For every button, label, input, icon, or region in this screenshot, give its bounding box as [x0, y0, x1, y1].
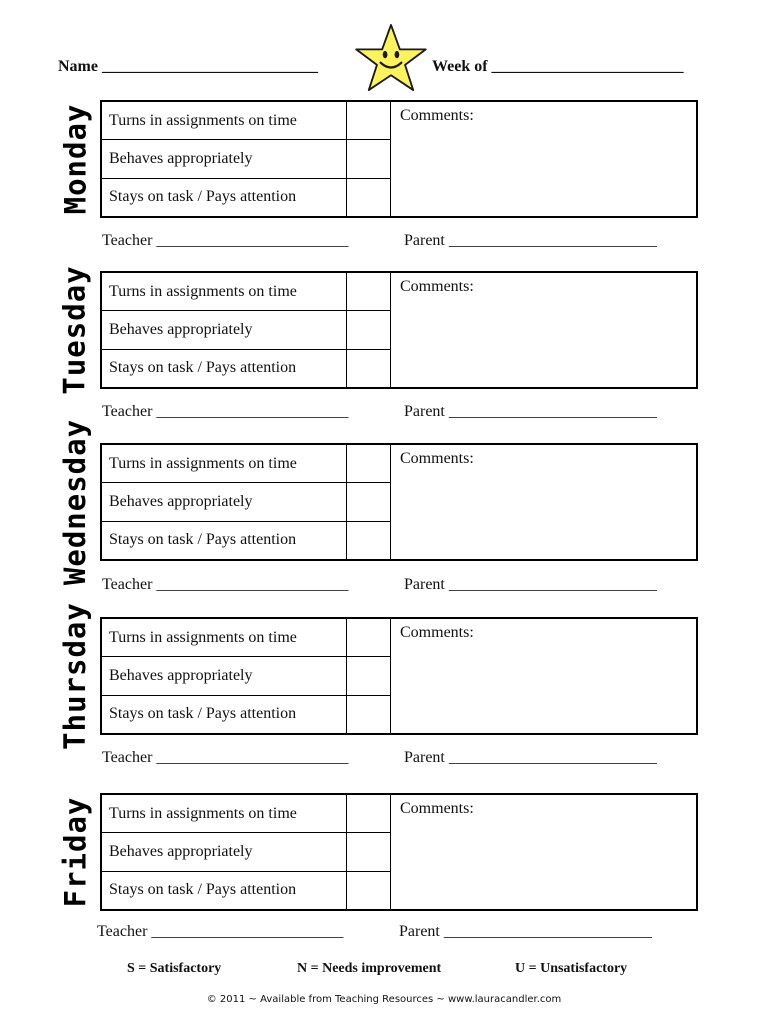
criterion-label: Stays on task / Pays attention [102, 522, 347, 559]
smiling-star-icon [352, 22, 430, 96]
legend-unsatisfactory: U = Unsatisfactory [515, 961, 628, 976]
day-label-friday: Friday [58, 796, 93, 908]
comments-label: Comments: [400, 107, 474, 124]
teacher-signature-line[interactable]: Teacher ________________________ [102, 232, 349, 249]
parent-signature-line[interactable]: Parent __________________________ [404, 749, 657, 766]
comments-box[interactable] [390, 445, 696, 559]
rating-box[interactable] [347, 619, 390, 656]
day-label-wednesday: Wednesday [58, 418, 93, 586]
criterion-label: Behaves appropriately [102, 657, 347, 694]
parent-signature-line[interactable]: Parent __________________________ [404, 403, 657, 420]
criterion-label: Behaves appropriately [102, 311, 347, 348]
parent-signature-line[interactable]: Parent __________________________ [404, 576, 657, 593]
criterion-row [102, 795, 390, 833]
comments-box[interactable] [390, 795, 696, 909]
criterion-row [102, 619, 390, 657]
criterion-row [102, 273, 390, 311]
criterion-row [102, 522, 390, 559]
rating-box[interactable] [347, 311, 390, 348]
teacher-signature-line[interactable]: Teacher ________________________ [97, 923, 344, 940]
rating-box[interactable] [347, 795, 390, 832]
comments-label: Comments: [400, 624, 474, 641]
rating-box[interactable] [347, 833, 390, 870]
criterion-label: Behaves appropriately [102, 140, 347, 177]
copyright-footer: © 2011 ~ Available from Teaching Resources ~ www.lauracandler.com [206, 994, 562, 1005]
day-label-thursday: Thursday [58, 602, 92, 750]
comments-box[interactable] [390, 619, 696, 733]
rating-box[interactable] [347, 445, 390, 482]
criterion-label: Turns in assignments on time [102, 273, 347, 310]
comments-label: Comments: [400, 278, 474, 295]
criterion-label: Stays on task / Pays attention [102, 872, 347, 909]
criterion-row [102, 350, 390, 387]
legend-satisfactory: S = Satisfactory [127, 961, 222, 976]
criterion-label: Turns in assignments on time [102, 619, 347, 656]
criterion-label: Stays on task / Pays attention [102, 179, 347, 216]
criterion-row [102, 872, 390, 909]
rating-box[interactable] [347, 696, 390, 733]
criterion-label: Turns in assignments on time [102, 102, 347, 139]
criterion-label: Stays on task / Pays attention [102, 696, 347, 733]
criterion-row [102, 102, 390, 140]
comments-label: Comments: [400, 450, 474, 467]
comments-box[interactable] [390, 102, 696, 216]
rating-box[interactable] [347, 140, 390, 177]
teacher-signature-line[interactable]: Teacher ________________________ [102, 749, 349, 766]
rating-box[interactable] [347, 102, 390, 139]
rating-box[interactable] [347, 350, 390, 387]
criterion-row [102, 179, 390, 216]
criterion-row [102, 696, 390, 733]
criterion-row [102, 833, 390, 871]
comments-label: Comments: [400, 800, 474, 817]
parent-signature-line[interactable]: Parent __________________________ [399, 923, 652, 940]
criterion-label: Stays on task / Pays attention [102, 350, 347, 387]
teacher-signature-line[interactable]: Teacher ________________________ [102, 403, 349, 420]
day-card-monday [100, 100, 698, 218]
rating-box[interactable] [347, 872, 390, 909]
name-field[interactable]: Name ___________________________ [58, 58, 318, 75]
rating-box[interactable] [347, 657, 390, 694]
rating-box[interactable] [347, 483, 390, 520]
day-label-tuesday: Tuesday [58, 265, 92, 395]
day-card-friday [100, 793, 698, 911]
comments-box[interactable] [390, 273, 696, 387]
rating-box[interactable] [347, 522, 390, 559]
criterion-row [102, 483, 390, 521]
criterion-label: Turns in assignments on time [102, 445, 347, 482]
rating-box[interactable] [347, 273, 390, 310]
week-of-field[interactable]: Week of ________________________ [432, 58, 684, 75]
rating-box[interactable] [347, 179, 390, 216]
day-card-tuesday [100, 271, 698, 389]
day-card-wednesday [100, 443, 698, 561]
day-label-monday: Monday [58, 103, 93, 215]
criterion-row [102, 311, 390, 349]
criterion-row [102, 140, 390, 178]
day-card-thursday [100, 617, 698, 735]
criterion-label: Behaves appropriately [102, 833, 347, 870]
legend-needs-improvement: N = Needs improvement [297, 961, 442, 976]
criterion-label: Turns in assignments on time [102, 795, 347, 832]
criterion-label: Behaves appropriately [102, 483, 347, 520]
star-shape [356, 25, 426, 90]
parent-signature-line[interactable]: Parent __________________________ [404, 232, 657, 249]
criterion-row [102, 657, 390, 695]
teacher-signature-line[interactable]: Teacher ________________________ [102, 576, 349, 593]
criterion-row [102, 445, 390, 483]
